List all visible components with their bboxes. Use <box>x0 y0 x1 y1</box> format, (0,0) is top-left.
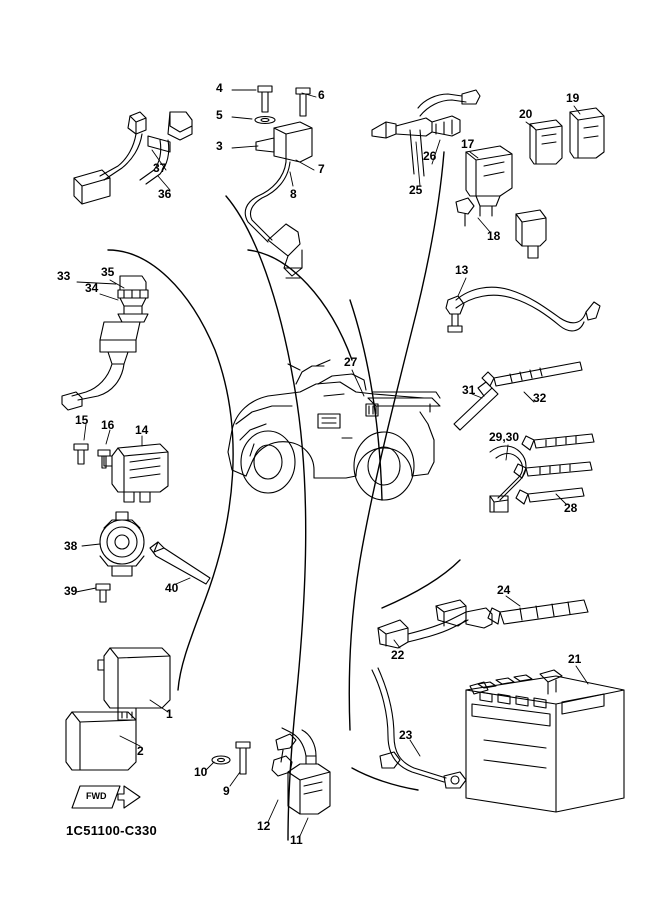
cable-tie-31 <box>454 382 498 430</box>
callout-23: 23 <box>399 728 413 742</box>
callout-18: 18 <box>487 229 501 243</box>
rectifier-regulator <box>74 444 168 502</box>
callout-10: 10 <box>194 765 208 779</box>
callout-5: 5 <box>216 108 223 122</box>
callout-32: 32 <box>533 391 547 405</box>
callout-36: 36 <box>158 187 172 201</box>
callout-24: 24 <box>497 583 511 597</box>
callout-39: 39 <box>64 584 78 598</box>
callout-9: 9 <box>223 784 230 798</box>
callout-38: 38 <box>64 539 78 553</box>
callout-3: 3 <box>216 139 223 153</box>
callout-12: 12 <box>257 819 271 833</box>
callout-20: 20 <box>519 107 533 121</box>
cable-tie-32 <box>482 362 582 386</box>
callout-13: 13 <box>455 263 469 277</box>
callout-22: 22 <box>391 648 405 662</box>
leader-lines <box>76 90 588 836</box>
starter-relay <box>272 728 330 814</box>
cdi-unit <box>66 648 170 770</box>
atv-illustration <box>228 360 440 500</box>
wire-harness-13 <box>446 287 600 332</box>
fwd-label: FWD <box>86 791 107 801</box>
callout-21: 21 <box>568 652 582 666</box>
fuse-and-holder <box>372 90 480 176</box>
callout-1: 1 <box>166 707 173 721</box>
callout-6: 6 <box>318 88 325 102</box>
callout-14: 14 <box>135 423 149 437</box>
band-28 <box>514 434 594 504</box>
bolt-washer-set <box>212 742 250 774</box>
lead-wire-assembly <box>74 112 192 204</box>
ignition-coil-assembly <box>245 86 312 278</box>
band-24 <box>488 600 588 624</box>
horn-assembly <box>96 512 210 602</box>
battery-assembly <box>372 600 624 812</box>
callout-8: 8 <box>290 187 297 201</box>
callout-35: 35 <box>101 265 115 279</box>
callout-26: 26 <box>423 149 437 163</box>
callout-28: 28 <box>564 501 578 515</box>
callout-7: 7 <box>318 162 325 176</box>
callout-17: 17 <box>461 137 475 151</box>
part-code-label: 1C51100-C330 <box>66 823 158 838</box>
callout-16: 16 <box>101 418 115 432</box>
callout-25: 25 <box>409 183 423 197</box>
callout-2: 2 <box>137 744 144 758</box>
callout-40: 40 <box>165 581 179 595</box>
callout-27: 27 <box>344 355 358 369</box>
callout-11: 11 <box>290 833 303 847</box>
callout-4: 4 <box>216 81 223 95</box>
callout-19: 19 <box>566 91 580 105</box>
relay-fuse-assembly <box>456 108 604 258</box>
callout-34: 34 <box>85 281 99 295</box>
callout-33: 33 <box>57 269 71 283</box>
callout-37: 37 <box>153 161 167 175</box>
callout-15: 15 <box>75 413 89 427</box>
callout-29-30: 29,30 <box>489 430 520 444</box>
callout-31: 31 <box>462 383 476 397</box>
